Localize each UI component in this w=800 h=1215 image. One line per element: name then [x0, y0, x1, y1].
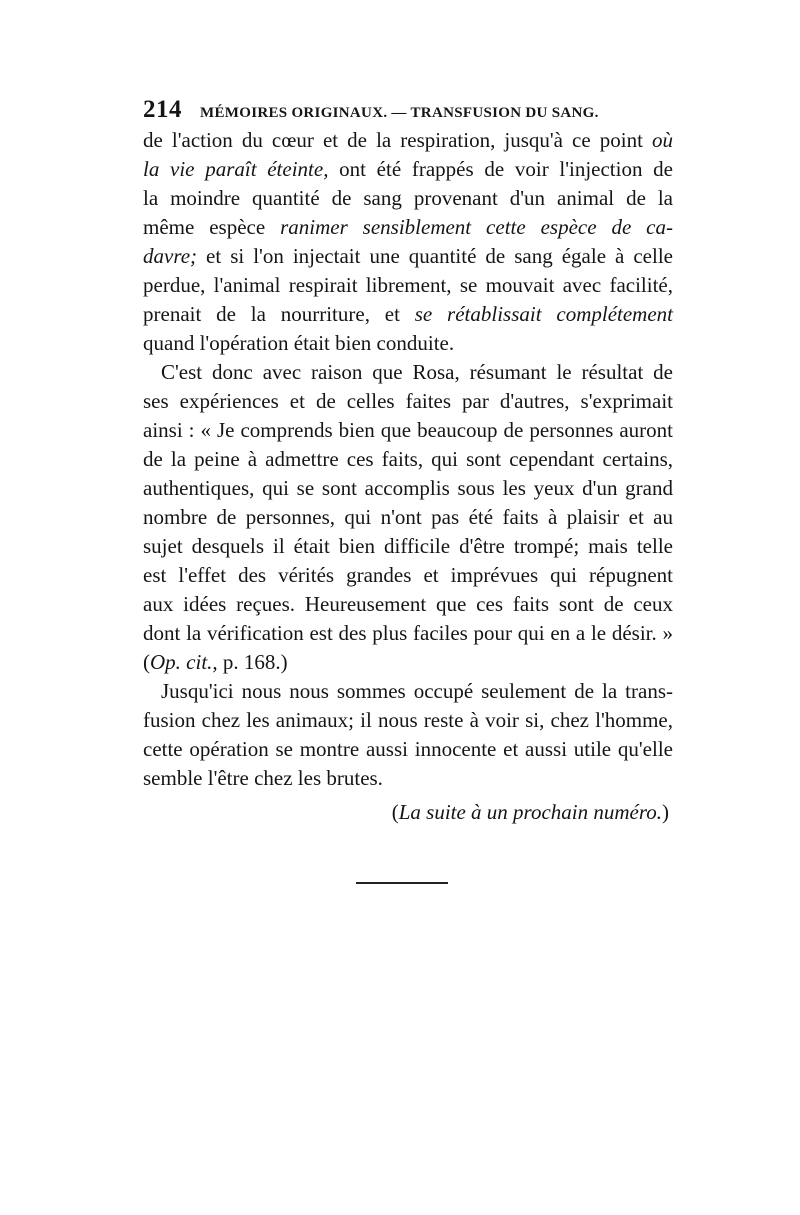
text-line [143, 329, 673, 358]
text-run: la moindre quantité de sang provenant d'un animal de la [143, 186, 673, 210]
italic-run: où [652, 128, 673, 152]
text-run: dont la vérification est des plus faciles pour qui en a le désir. » [143, 621, 673, 645]
text-run: ses expériences et de celles faites par d'autres, s'exprimait [143, 389, 673, 413]
text-run: Jusqu'ici nous nous sommes occupé seulement de la trans- [161, 679, 673, 703]
text-run: C'est donc avec raison que Rosa, résumant le résultat de [161, 360, 673, 384]
text-line [143, 735, 673, 764]
text-line [143, 532, 673, 561]
text-line [143, 619, 673, 648]
text-run: quand l'opération était bien conduite. [143, 331, 455, 355]
italic-run: La suite à un prochain numéro. [398, 800, 662, 824]
text-run: ( [143, 650, 150, 674]
body-text [143, 126, 673, 827]
running-title: MÉMOIRES ORIGINAUX. — TRANSFUSION DU SANG. [200, 105, 599, 121]
text-line [143, 242, 673, 271]
text-line [143, 126, 673, 155]
text-line [143, 590, 673, 619]
italic-run: Op. cit., [150, 650, 218, 674]
text-run: prenait de la nourriture, et [143, 302, 415, 326]
text-line [143, 184, 673, 213]
text-run: p. 168.) [217, 650, 288, 674]
text-line [143, 271, 673, 300]
text-line [143, 474, 673, 503]
closing-rule [356, 882, 448, 884]
text-run: aux idées reçues. Heureusement que ces faits sont de ceux [143, 592, 673, 616]
text-line [143, 561, 673, 590]
text-line [143, 706, 673, 735]
italic-run: ranimer sensiblement cette espèce de ca- [280, 215, 673, 239]
text-run: de la peine à admettre ces faits, qui sont cependant certains, [143, 447, 673, 471]
text-run: ) [662, 800, 669, 824]
running-head [143, 96, 673, 122]
text-line [143, 155, 673, 184]
text-run: et si l'on injectait une quantité de sang égale à celle [197, 244, 673, 268]
continuation-note [143, 798, 673, 827]
page-number: 214 [143, 96, 182, 123]
text-line [143, 300, 673, 329]
text-line [143, 445, 673, 474]
text-run: semble l'être chez les brutes. [143, 766, 383, 790]
text-run: fusion chez les animaux; il nous reste à voir si, chez l'homme, [143, 708, 673, 732]
text-run: ( [391, 800, 399, 824]
text-run: cette opération se montre aussi innocente et aussi utile qu'elle [143, 737, 673, 761]
text-run: sujet desquels il était bien difficile d'être trompé; mais telle [143, 534, 673, 558]
text-line [143, 387, 673, 416]
italic-run: la vie paraît éteinte, [143, 157, 329, 181]
text-line [143, 358, 673, 387]
text-run: nombre de personnes, qui n'ont pas été faits à plaisir et au [143, 505, 673, 529]
text-run: même espèce [143, 215, 281, 239]
text-line [143, 416, 673, 445]
italic-run: davre; [143, 244, 198, 268]
italic-run: se rétablissait complétement [414, 302, 674, 326]
text-run: est l'effet des vérités grandes et imprévues qui répugnent [143, 563, 673, 587]
text-line [143, 648, 673, 677]
text-line [143, 764, 673, 793]
text-run: perdue, l'animal respirait librement, se mouvait avec facilité, [143, 273, 673, 297]
text-line [143, 503, 673, 532]
text-run: ont été frappés de voir l'injection de [328, 157, 673, 181]
text-run: authentiques, qui se sont accomplis sous les yeux d'un grand [143, 476, 673, 500]
text-run: ainsi : « Je comprends bien que beaucoup de personnes auront [143, 418, 673, 442]
text-line [143, 677, 673, 706]
text-run: de l'action du cœur et de la respiration, jusqu'à ce point [143, 128, 652, 152]
text-line [143, 213, 673, 242]
